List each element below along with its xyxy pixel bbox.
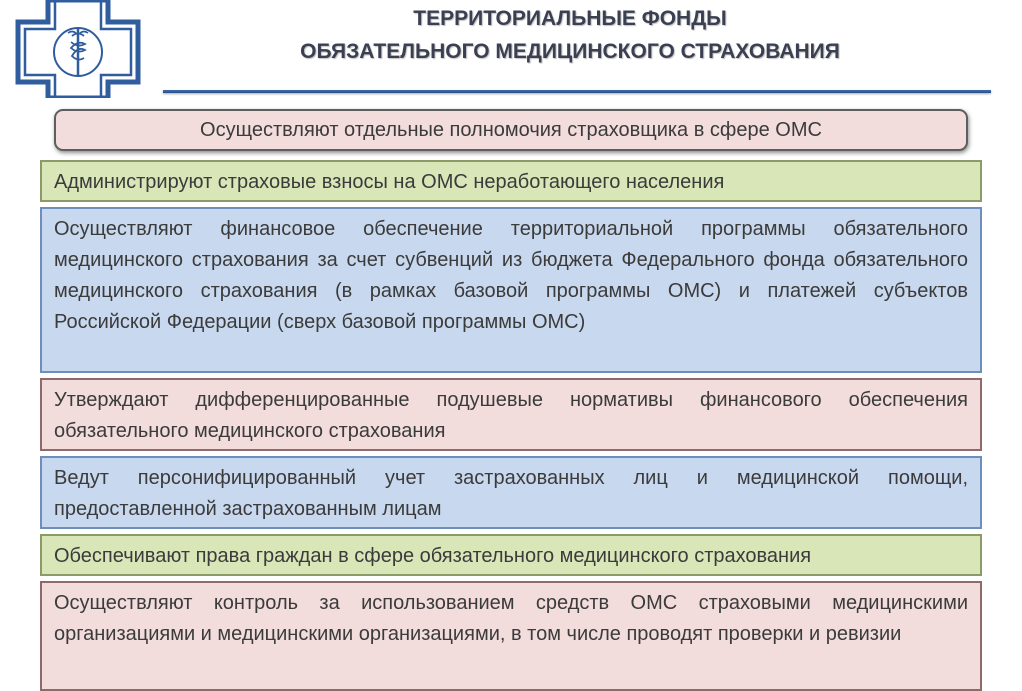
function-text: Осуществляют отдельные полномочия страховщика в сфере ОМС: [200, 119, 822, 141]
page-title-line-2: ОБЯЗАТЕЛЬНОГО МЕДИЦИНСКОГО СТРАХОВАНИЯ: [300, 40, 840, 63]
function-box-control: [40, 581, 982, 691]
function-box-personal-records: [40, 456, 982, 529]
function-text: Администрируют страховые взносы на ОМС неработающего населения: [54, 171, 725, 193]
function-box-financing: [40, 207, 982, 373]
function-text: Ведут персонифицированный учет застрахованных лиц и медицинской помощи, предоставленной застрахованным лицам: [54, 467, 968, 520]
function-box-contributions: [40, 160, 982, 202]
function-box-citizen-rights: [40, 534, 982, 576]
function-text: Осуществляют финансовое обеспечение территориальной программы обязательного медицинского страхования за счет субвенций из бюджета Федерального фонда обязательного медицинского страхования (в рамках базовой программы ОМС) и платежей субъектов Российской Федерации (сверх базовой программы ОМС): [54, 218, 968, 333]
function-box-norms: [40, 378, 982, 451]
function-text: Обеспечивают права граждан в сфере обязательного медицинского страхования: [54, 545, 812, 567]
function-text: Утверждают дифференцированные подушевые нормативы финансового обеспечения обязательного медицинского страхования: [54, 389, 968, 442]
medical-cross-caduceus-icon: [14, 0, 142, 98]
page-title: [170, 2, 970, 68]
function-box-insurer-powers: [54, 109, 968, 151]
title-divider: [163, 90, 991, 93]
page-title-line-1: ТЕРРИТОРИАЛЬНЫЕ ФОНДЫ: [413, 7, 727, 30]
function-text: Осуществляют контроль за использованием средств ОМС страховыми медицинскими организациями и медицинскими организациями, в том числе проводят проверки и ревизии: [54, 592, 968, 645]
